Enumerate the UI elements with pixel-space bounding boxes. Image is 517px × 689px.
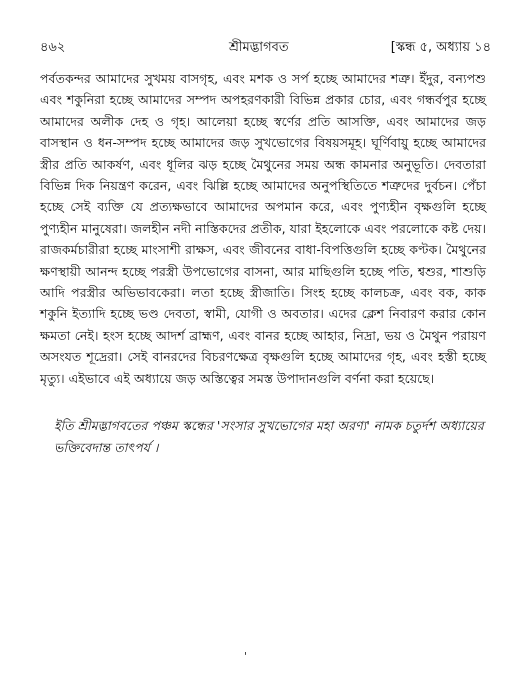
footer-mark: ' — [244, 650, 248, 663]
running-header — [40, 38, 491, 60]
canto-chapter-label: [স্কন্ধ ৫, অধ্যায় ১৪ — [390, 40, 491, 55]
page-number: ৪৬২ — [40, 40, 66, 55]
book-title: শ্রীমদ্ভাগবত — [229, 40, 289, 55]
purport-paragraph: পর্বতকন্দর আমাদের সুখময় বাসগৃহ, এবং মশক ও সর্প হচ্ছে আমাদের শত্রু। ইঁদুর, বন্যপশু এবং শকুনিরা হচ্ছে আমাদের সম্পদ অপহরণকারী বিভিন্ন প্রকার চোর, এবং গন্ধর্বপুর হচ্ছে আমাদের অলীক দেহ ও গৃহ। আলেয়া হচ্ছে স্বর্ণের প্রতি আসক্তি, এবং আমাদের জড় বাসস্থান ও ধন-সম্পদ হচ্ছে আমাদের জড় সুখভোগের বিষয়সমূহ। ঘূর্ণিবায়ু হচ্ছে আমাদের স্ত্রীর প্রতি আকর্ষণ, এবং ধূলির ঝড় হচ্ছে মৈথুনের সময় অন্ধ কামনার অনুভূতি। দেবতারা বিভিন্ন দিক নিয়ন্ত্রণ করেন, এবং ঝিল্লি হচ্ছে আমাদের অনুপস্থিতিতে শত্রুদের দুর্বচন। পেঁচা হচ্ছে সেই ব্যক্তি যে প্রত্যক্ষভাবে আমাদের অপমান করে, এবং পুণ্যহীন বৃক্ষগুলি হচ্ছে পুণ্যহীন মানুষেরা। জলহীন নদী নাস্তিকদের প্রতীক, যারা ইহলোকে এবং পরলোকে কষ্ট দেয়। রাজকর্মচারীরা হচ্ছে মাংসাশী রাক্ষস, এবং জীবনের বাধা-বিপত্তিগুলি হচ্ছে কণ্টক। মৈথুনের ক্ষণস্থায়ী আনন্দ হচ্ছে পরস্ত্রী উপভোগের বাসনা, আর মাছিগুলি হচ্ছে পতি, শ্বশুর, শাশুড়ি আদি পরস্ত্রীর অভিভাবকেরা। লতা হচ্ছে স্ত্রীজাতি। সিংহ হচ্ছে কালচক্র, এবং বক, কাক শকুনি ইত্যাদি হচ্ছে ভণ্ড দেবতা, স্বামী, যোগী ও অবতার। এদের ক্লেশ নিবারণ করার কোন ক্ষমতা নেই। হংস হচ্ছে আদর্শ ব্রাহ্মণ, এবং বানর হচ্ছে আহার, নিদ্রা, ভয় ও মৈথুন পরায়ণ অসংযত শূদ্রেরা। সেই বানরদের বিচরণক্ষেত্র বৃক্ষগুলি হচ্ছে আমাদের গৃহ, এবং হস্তী হচ্ছে মৃত্যু। এইভাবে এই অধ্যায়ে জড় অস্তিত্বের সমস্ত উপাদানগুলি বর্ণনা করা হয়েছে। — [40, 71, 486, 386]
chapter-colophon: ইতি শ্রীমদ্ভাগবতের পঞ্চম স্কন্ধের 'সংসার সুখভোগের মহা অরণ্য' নামক চতুর্দশ অধ্যায়ের ভক্তিবেদান্ত তাৎপর্য । — [54, 418, 484, 455]
